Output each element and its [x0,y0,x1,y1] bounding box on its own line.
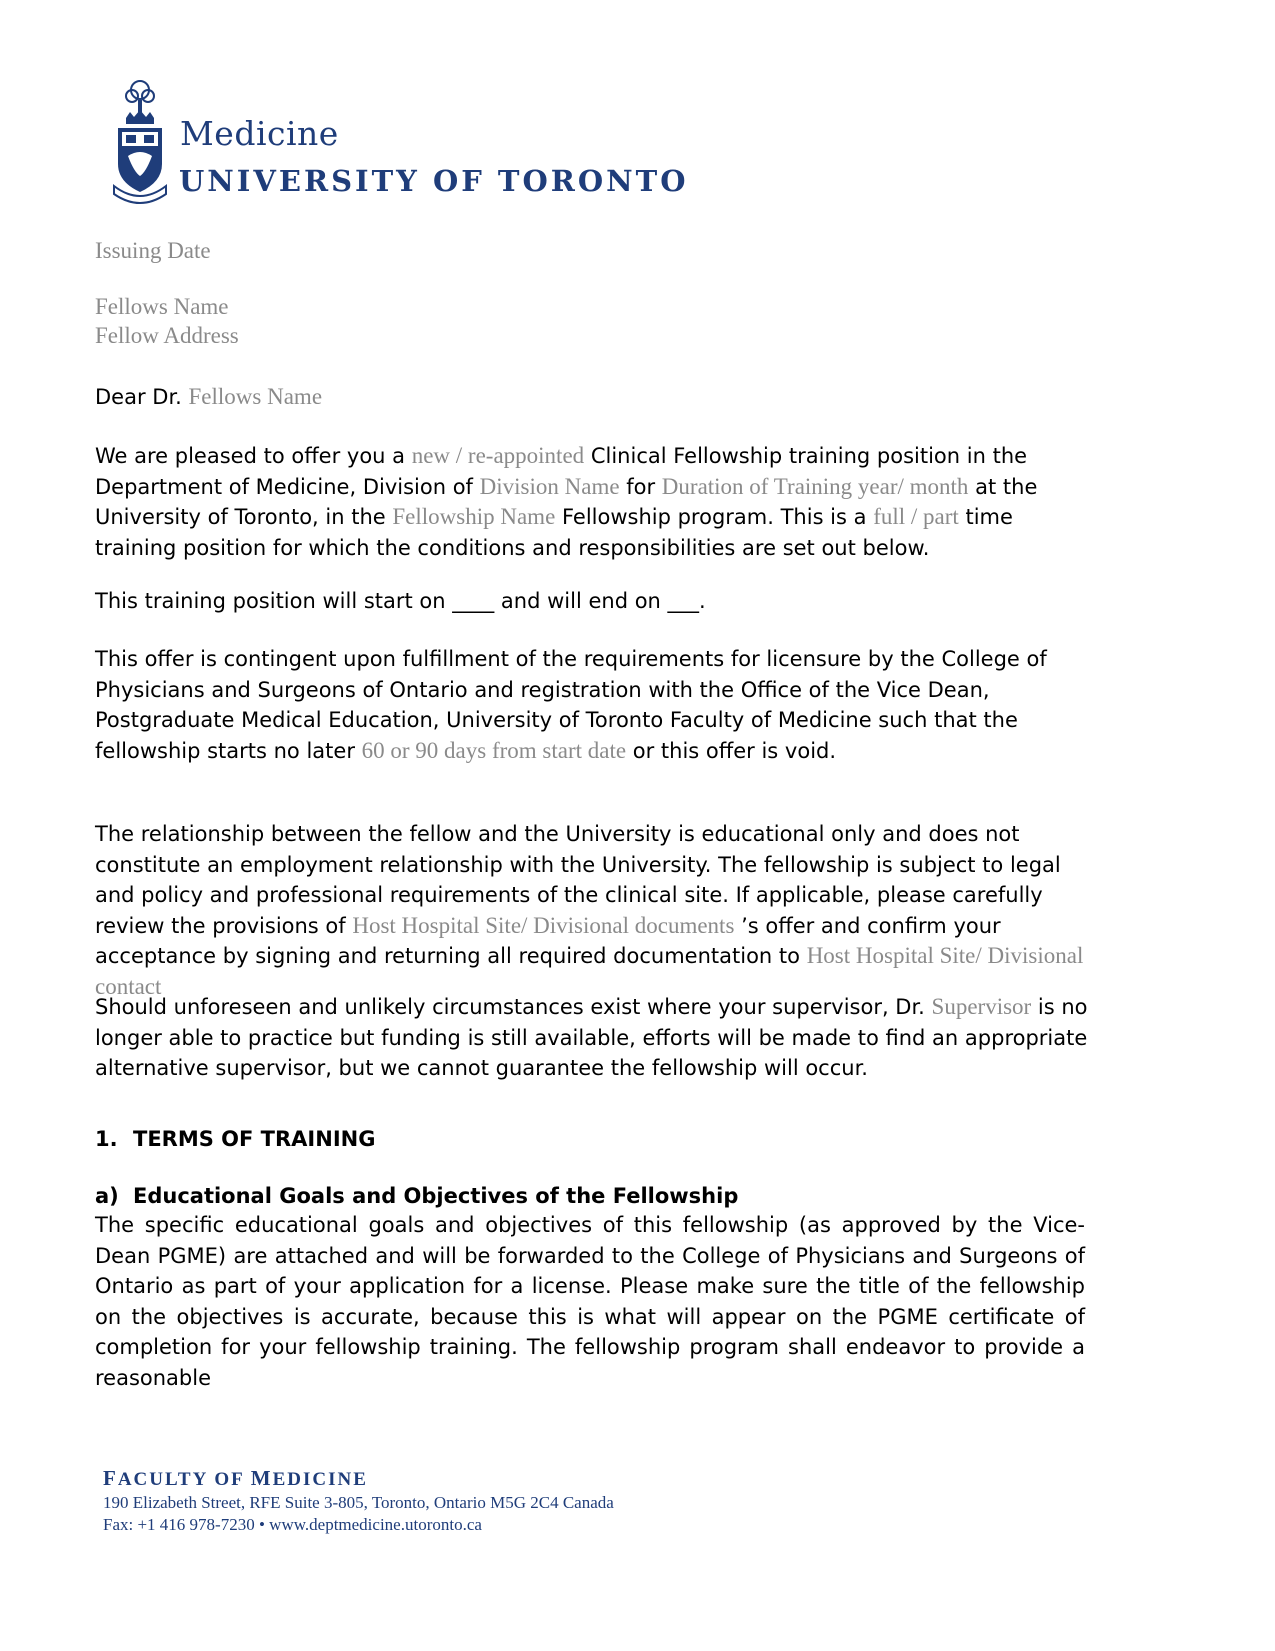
letterhead [108,78,708,213]
subsection-heading-goals [95,1181,1091,1212]
letterhead-university: UNIVERSITY OF TORONTO [179,164,689,198]
offer-text-1: We are pleased to offer you a [95,444,406,468]
start-window-placeholder: 60 or 90 days from start date [361,737,627,763]
dates-paragraph: This training position will start on ____ and will end on ___. [95,589,706,613]
fellow-address: Fellow Address [95,323,239,348]
supervisor-text-2: is no longer able to practice but funding is still available, efforts will be made to find an appropriate alternative supervisor, but we cannot guarantee the fellowship will occur. [95,995,1088,1080]
division-name-placeholder: Division Name [479,473,620,499]
appointment-type-placeholder: new / re-appointed [411,443,585,468]
footer [103,1466,614,1535]
offer-text-2: Clinical Fellowship training position in the Department of Medicine, Division of [95,444,1028,499]
salutation-name: Fellows Name [188,384,323,409]
supervisor-text-1: Should unforeseen and unlikely circumstances exist where your supervisor, Dr. [95,995,925,1019]
supervisor-placeholder: Supervisor [931,994,1032,1019]
section-number: 1. [95,1127,118,1151]
contingency-text-1: This offer is contingent upon fulfillment of the requirements for licensure by the College of Physicians and Surgeons of Ontario and registration with the Office of the Vice Dean, Postgraduate Medical Education, University of Toronto Faculty of Medicine such that the fellowship starts no later [95,647,1047,763]
offer-text-4: at the University of Toronto, in the [95,474,1038,529]
relationship-paragraph [95,819,1091,1002]
offer-paragraph [95,441,1091,563]
offer-text-5: Fellowship program. This is a [561,505,867,529]
relationship-text-2: ’s offer and confirm your acceptance by signing and returning all required documentation to [95,913,1001,968]
salutation [95,382,1091,413]
goals-paragraph: The specific educational goals and objectives of this fellowship (as approved by the Vice-Dean PGME) are attached and will be forwarded to the College of Physicians and Surgeons of Ontario as part of your application for a license. Please make sure the title of the fellowship on the objectives is accurate, because this is what will appear on the PGME certificate of completion for your fellowship training. The fellowship program shall endeavor to provide a reasonable [95,1213,1085,1390]
footer-contact: Fax: +1 416 978-7230 • www.deptmedicine.utoronto.ca [103,1515,482,1534]
host-documents-placeholder: Host Hospital Site/ Divisional documents [352,912,735,938]
duration-placeholder: Duration of Training year/ month [661,473,969,499]
university-crest-icon [112,78,168,208]
letterhead-medicine: Medicine [180,114,339,153]
section-title: TERMS OF TRAINING [133,1127,376,1151]
footer-faculty [103,1466,614,1491]
time-type-placeholder: full / part [873,504,959,529]
subsection-title: Educational Goals and Objectives of the Fellowship [133,1184,739,1208]
offer-text-3: for [626,474,656,499]
contingency-paragraph [95,644,1091,766]
footer-faculty-part1: ACULTY OF [117,1469,251,1490]
fellowship-name-placeholder: Fellowship Name [392,504,556,529]
relationship-text-1: The relationship between the fellow and the University is educational only and does not constitute an employment relationship with the University. The fellowship is subject to legal and policy and professional requirements of the clinical site. If applicable, please carefully review the provisions of [95,822,1061,938]
footer-faculty-initial-f: F [103,1466,118,1490]
contingency-text-2: or this offer is void. [632,738,837,763]
supervisor-paragraph [95,992,1091,1084]
footer-faculty-part2: EDICINE [272,1469,368,1490]
offer-text-6: time training position for which the conditions and responsibilities are set out below. [95,505,1013,560]
subsection-letter: a) [95,1184,119,1208]
section-heading-terms [95,1124,1091,1155]
host-contact-placeholder: Host Hospital Site/ Divisional contact [95,943,1084,999]
salutation-prefix: Dear Dr. [95,385,182,409]
issuing-date: Issuing Date [95,238,211,263]
fellow-name: Fellows Name [95,294,229,319]
footer-address: 190 Elizabeth Street, RFE Suite 3-805, Toronto, Ontario M5G 2C4 Canada [103,1493,614,1512]
footer-faculty-initial-m: M [250,1466,273,1490]
